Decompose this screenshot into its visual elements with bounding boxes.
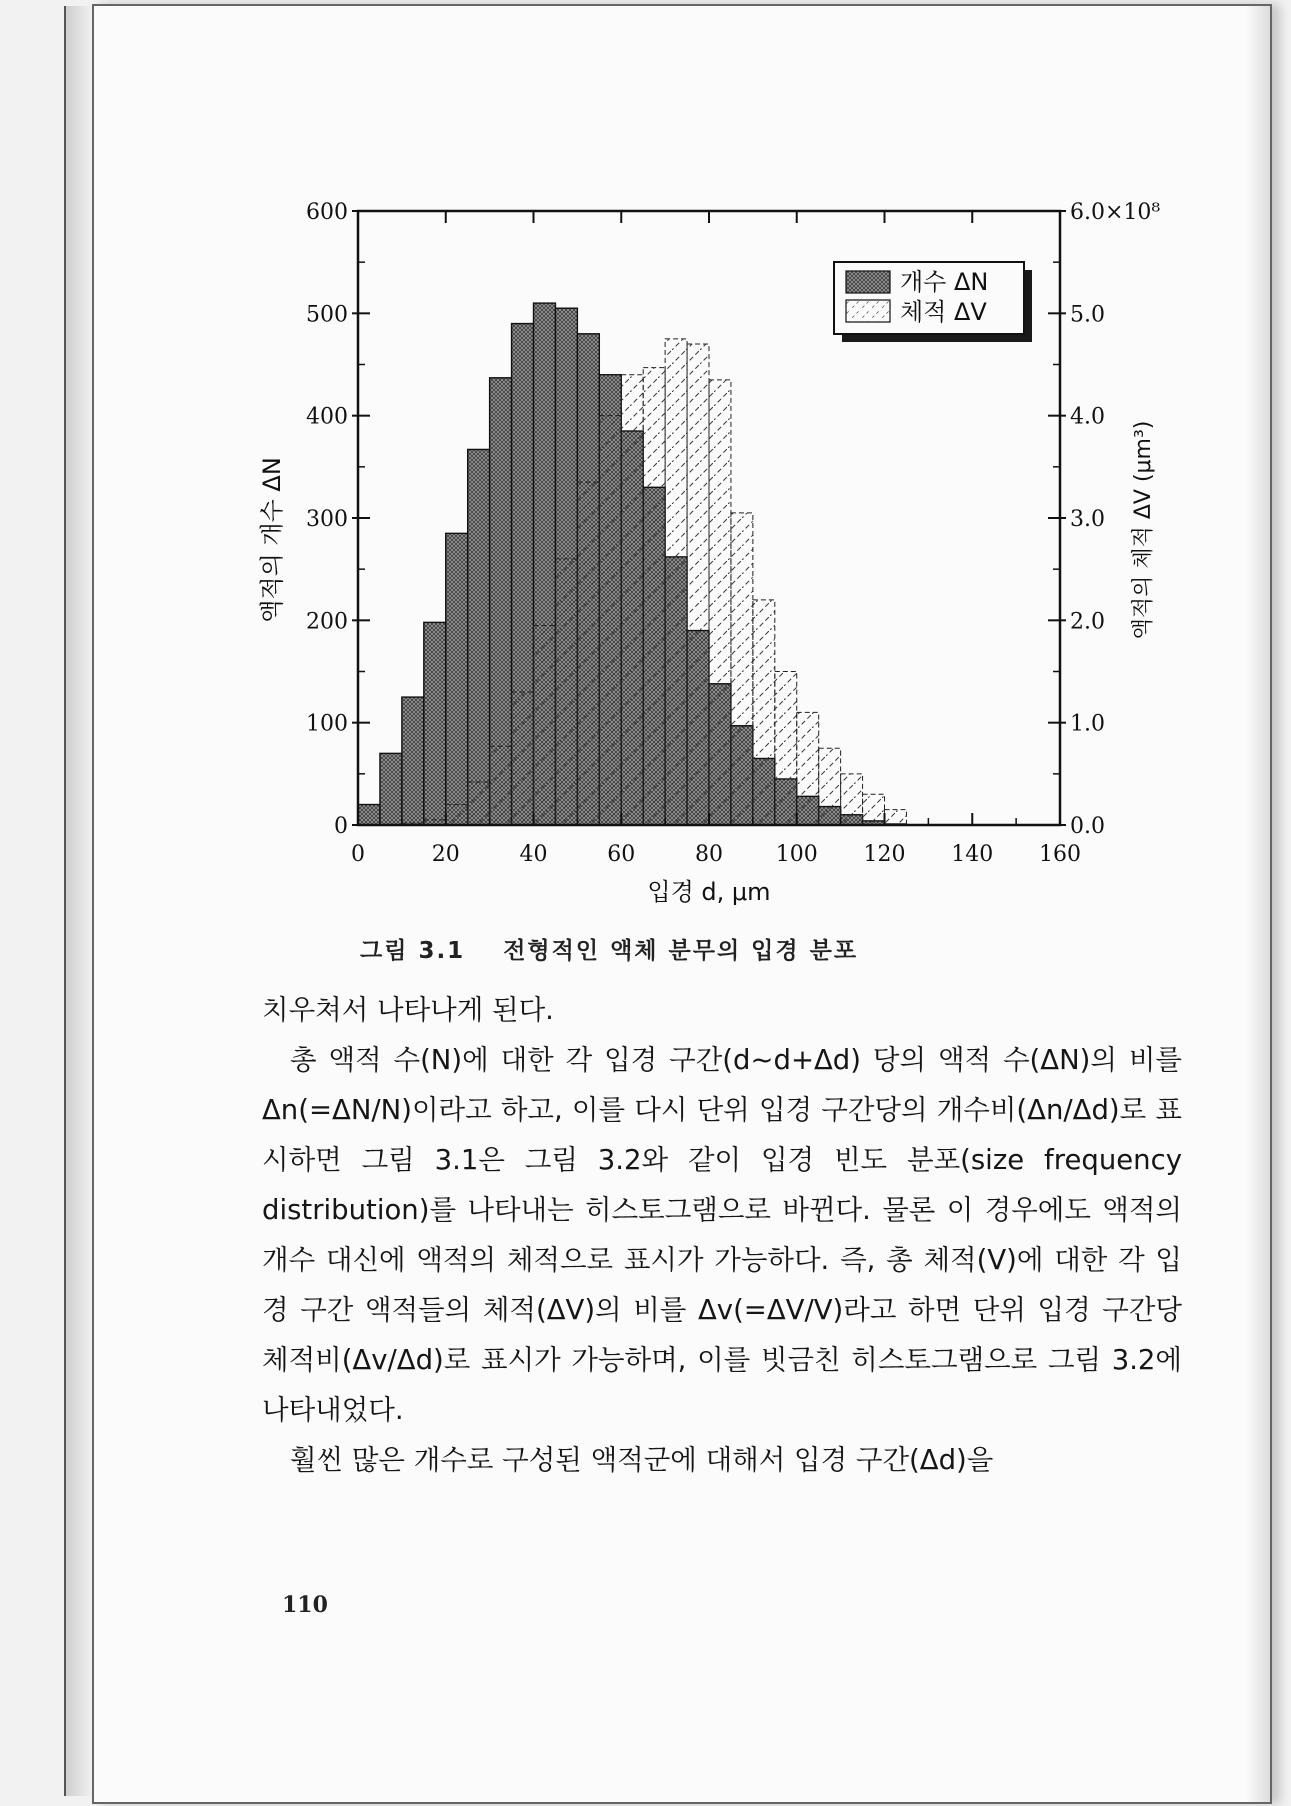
y-right-tick-label: 2.0 [1070, 609, 1105, 635]
legend [834, 262, 1032, 342]
figure-caption [360, 932, 1060, 965]
x-tick-label: 80 [695, 842, 723, 867]
volume-bar [819, 748, 841, 825]
volume-bar [512, 692, 534, 825]
volume-bar [555, 559, 577, 825]
x-tick-label: 40 [519, 842, 548, 867]
y-axis-label-right: 액적의 체적 ΔV (μm³) [1131, 420, 1156, 640]
volume-bar [468, 782, 490, 825]
body-paragraph: 총 액적 수(N)에 대한 각 입경 구간(d~d+Δd) 당의 액적 수(ΔN)의 비를 Δn(=ΔN/N)이라고 하고, 이를 다시 단위 입경 구간당의 개수비(Δn/Δd)로 표시하면 그림 3.1은 그림 3.2와 같이 입경 빈도 분포(size frequency distribution)를 나타내는 히스토그램으로 바뀐다. 물론 이 경우에도 액적의 개수 대신에 액적의 체적으로 표시가 가능하다. 즉, 총 체적(V)에 대한 각 입경 구간 액적들의 체적(ΔV)의 비를 Δv(=ΔV/V)라고 하면 단위 입경 구간당 체적비(Δv/Δd)로 표시가 가능하며, 이를 빗금친 히스토그램으로 그림 3.2에 나타내었다. [262, 1044, 1182, 1426]
legend-swatch-count [846, 271, 890, 293]
volume-bar [775, 672, 797, 826]
x-tick-label: 60 [607, 842, 636, 867]
page-number: 110 [282, 1592, 328, 1618]
volume-bar [621, 375, 643, 825]
count-bar [380, 753, 402, 825]
volume-bar [599, 416, 621, 825]
x-tick-label: 0 [351, 842, 365, 867]
count-bar [468, 449, 490, 825]
volume-bar [797, 712, 819, 825]
y-right-tick-label: 5.0 [1070, 302, 1105, 328]
x-tick-label: 160 [1039, 842, 1081, 867]
x-tick-label: 140 [951, 842, 994, 867]
legend-label-count: 개수 ΔN [900, 268, 989, 296]
y-right-tick-label: 4.0 [1070, 404, 1105, 430]
x-axis-label: 입경 d, μm [647, 878, 771, 906]
y-axis-label-left: 액적의 개수 ΔN [258, 457, 286, 623]
body-paragraph-next: 훨씬 많은 개수로 구성된 액적군에 대해서 입경 구간(Δd)을 [290, 1444, 994, 1476]
figure-caption-label: 그림 3.1 [360, 938, 466, 964]
x-tick-label: 120 [863, 842, 906, 867]
count-bar [402, 697, 424, 825]
volume-bar [643, 368, 665, 825]
count-bar [446, 533, 468, 825]
legend-swatch-volume [846, 300, 890, 322]
body-text [262, 985, 1182, 1485]
y-right-tick-label: 3.0 [1070, 507, 1105, 532]
volume-bar [687, 344, 709, 825]
y-left-tick-label: 300 [306, 507, 348, 532]
y-left-tick-label: 500 [306, 302, 348, 328]
volume-bar [577, 482, 599, 825]
y-right-tick-label: 1.0 [1070, 711, 1105, 737]
volume-bar [534, 625, 556, 825]
y-left-tick-label: 200 [306, 609, 348, 635]
x-tick-label: 100 [775, 842, 818, 867]
volume-bar [841, 774, 863, 825]
volume-bar [863, 794, 885, 825]
y-right-tick-label: 6.0×10⁸ [1070, 200, 1161, 225]
count-bar [424, 622, 446, 825]
y-left-tick-label: 400 [306, 404, 348, 430]
volume-bar [446, 805, 468, 825]
x-tick-label: 20 [431, 842, 460, 867]
volume-bar [709, 380, 731, 825]
y-left-tick-label: 600 [306, 200, 348, 225]
volume-bar [490, 746, 512, 825]
volume-bar [665, 339, 687, 825]
figure-caption-text: 전형적인 액체 분무의 입경 분포 [503, 938, 859, 964]
volume-bar [731, 513, 753, 825]
body-line-continuation: 치우쳐서 나타나게 된다. [262, 994, 554, 1026]
count-bar [358, 805, 380, 825]
y-left-tick-label: 100 [306, 711, 348, 737]
y-right-tick-label: 0.0 [1070, 814, 1105, 839]
volume-bar [753, 600, 775, 825]
y-left-tick-label: 0 [334, 814, 348, 839]
volume-bar [885, 810, 907, 825]
legend-label-volume: 체적 ΔV [900, 298, 987, 326]
